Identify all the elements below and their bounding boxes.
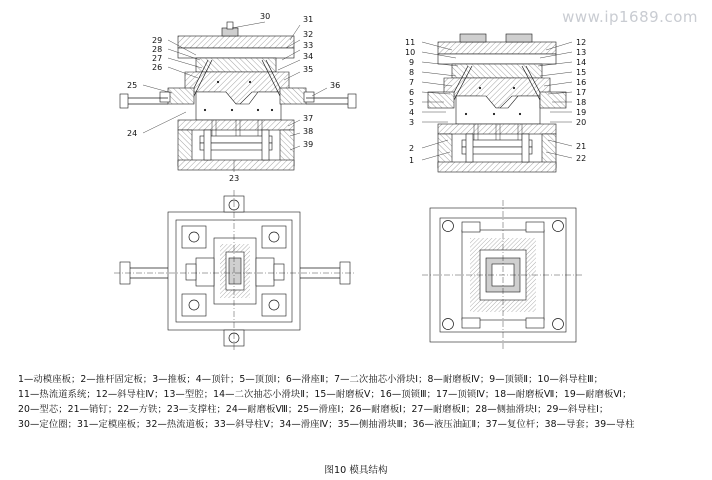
callout-9: 9 <box>409 58 415 67</box>
callout-18: 18 <box>576 98 587 107</box>
callout-17: 17 <box>576 88 587 97</box>
callout-10: 10 <box>405 48 416 57</box>
callout-25: 25 <box>127 81 138 90</box>
callout-30: 30 <box>260 12 271 21</box>
view-top-right <box>405 34 586 172</box>
callout-34: 34 <box>303 52 314 61</box>
callout-39: 39 <box>303 140 314 149</box>
callout-7: 7 <box>409 78 415 87</box>
legend-line-3: 20—型芯；21—销钉；22—方铁；23—支撑柱；24—耐磨板Ⅷ；25—滑座Ⅰ；26—耐磨板Ⅰ；27—耐磨板Ⅱ；28—侧抽滑块Ⅰ；29—斜导柱Ⅰ； <box>18 404 609 416</box>
callout-33: 33 <box>303 41 314 50</box>
view-top-left <box>120 12 356 183</box>
callout-1: 1 <box>409 156 415 165</box>
view-bottom-right <box>422 200 584 350</box>
callout-21: 21 <box>576 142 587 151</box>
callout-27: 27 <box>152 54 163 63</box>
callout-19: 19 <box>576 108 587 117</box>
callout-35: 35 <box>303 65 314 74</box>
callout-26: 26 <box>152 63 163 72</box>
callout-2: 2 <box>409 144 415 153</box>
callout-15: 15 <box>576 68 587 77</box>
view-bottom-left <box>114 190 356 352</box>
callout-22: 22 <box>576 154 587 163</box>
callout-37: 37 <box>303 114 314 123</box>
callout-4: 4 <box>409 108 415 117</box>
callout-14: 14 <box>576 58 587 67</box>
callout-16: 16 <box>576 78 587 87</box>
callout-29: 29 <box>152 36 163 45</box>
legend-line-4: 30—定位圈；31—定模座板；32—热流道板；33—斜导柱Ⅴ；34—滑座Ⅳ；35—侧抽滑块Ⅲ；36—液压油缸Ⅱ；37—复位杆；38—导套；39—导柱 <box>18 419 635 431</box>
callout-8: 8 <box>409 68 415 77</box>
callout-13: 13 <box>576 48 587 57</box>
legend-line-2: 11—热流道系统；12—斜导柱Ⅳ；13—型腔；14—二次抽芯小滑块Ⅱ；15—耐磨板Ⅴ；16—顶锁Ⅲ；17—顶锁Ⅳ；18—耐磨板Ⅶ；19—耐磨板Ⅵ； <box>18 389 632 401</box>
callout-6: 6 <box>409 88 415 97</box>
callout-31: 31 <box>303 15 314 24</box>
callout-24: 24 <box>127 129 138 138</box>
figure-title: 图10 模具结构 <box>324 465 388 476</box>
callout-38: 38 <box>303 127 314 136</box>
legend-line-1: 1—动模座板；2—推杆固定板；3—推板；4—顶针；5—顶顶Ⅰ；6—滑座Ⅱ；7—二次抽芯小滑块Ⅰ；8—耐磨板Ⅳ；9—顶锁Ⅱ；10—斜导柱Ⅲ； <box>18 374 604 385</box>
watermark-text: www.ip1689.com <box>562 8 698 26</box>
legend-text <box>18 372 694 432</box>
figure-legend <box>18 372 694 432</box>
callout-11: 11 <box>405 38 416 47</box>
callout-5: 5 <box>409 98 415 107</box>
callout-23: 23 <box>229 174 240 183</box>
callout-3: 3 <box>409 118 415 127</box>
callout-36: 36 <box>330 81 341 90</box>
callout-28: 28 <box>152 45 163 54</box>
callout-12: 12 <box>576 38 587 47</box>
callout-20: 20 <box>576 118 587 127</box>
callout-32: 32 <box>303 30 314 39</box>
